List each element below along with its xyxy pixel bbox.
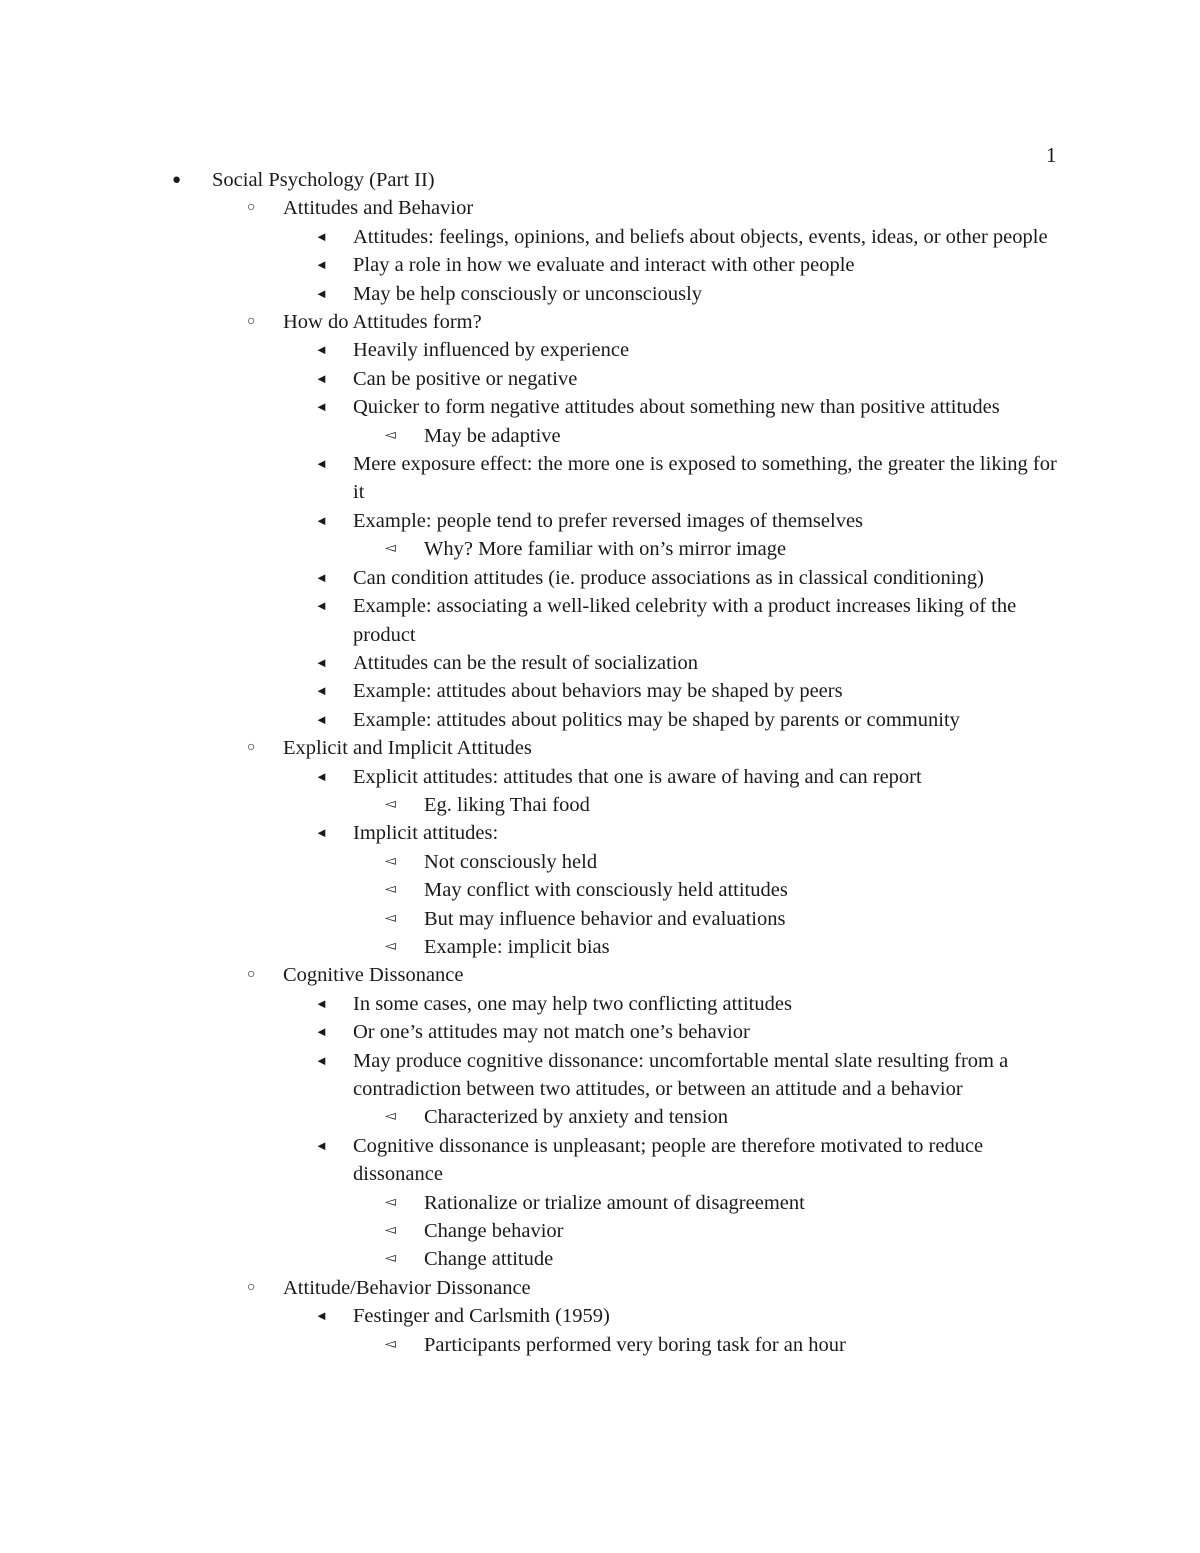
outline-item-level-2 bbox=[0, 961, 1200, 989]
hollow-triangle-bullet-icon: ◅ bbox=[385, 1336, 396, 1352]
outline-item-level-4 bbox=[0, 1245, 1200, 1273]
outline-item-text: Festinger and Carlsmith (1959) bbox=[353, 1305, 610, 1328]
outline-item-level-1 bbox=[0, 166, 1200, 194]
outline-item-text: May be help consciously or unconsciously bbox=[353, 282, 703, 305]
outline-item-level-4 bbox=[0, 1331, 1200, 1359]
outline-item-text: Social Psychology (Part II) bbox=[212, 169, 435, 191]
outline-item-level-2 bbox=[0, 308, 1200, 336]
hollow-triangle-bullet-icon: ◅ bbox=[385, 541, 396, 557]
outline-item-level-3 bbox=[0, 990, 1200, 1018]
filled-triangle-bullet-icon: ◄ bbox=[315, 654, 328, 670]
outline-item-level-3 bbox=[0, 819, 1200, 847]
outline-item-text: May conflict with consciously held attitudes bbox=[424, 879, 788, 902]
outline-item-level-3 bbox=[0, 1018, 1200, 1046]
outline-item-text: Change attitude bbox=[424, 1248, 554, 1271]
hollow-triangle-bullet-icon: ◅ bbox=[385, 882, 396, 898]
filled-triangle-bullet-icon: ◄ bbox=[315, 995, 328, 1011]
hollow-circle-bullet-icon: ○ bbox=[247, 200, 256, 216]
hollow-triangle-bullet-icon: ◅ bbox=[385, 853, 396, 869]
outline-item-level-3 bbox=[0, 1302, 1200, 1330]
outline-item-text: Participants performed very boring task for an hour bbox=[424, 1333, 846, 1356]
outline-item-text: Example: implicit bias bbox=[424, 935, 610, 958]
filled-triangle-bullet-icon: ◄ bbox=[315, 512, 328, 528]
outline-item-level-4 bbox=[0, 422, 1200, 450]
outline-item-text: Can be positive or negative bbox=[353, 367, 578, 390]
filled-triangle-bullet-icon: ◄ bbox=[315, 257, 328, 273]
outline-item-level-3 bbox=[0, 251, 1200, 279]
outline-item-text: Mere exposure effect: the more one is exposed to something, the greater the liking for it bbox=[353, 453, 1057, 504]
outline-item-text: Characterized by anxiety and tension bbox=[424, 1106, 728, 1129]
outline-item-text: How do Attitudes form? bbox=[283, 311, 482, 334]
outline-item-level-3 bbox=[0, 365, 1200, 393]
outline-item-level-2 bbox=[0, 1274, 1200, 1302]
filled-triangle-bullet-icon: ◄ bbox=[315, 768, 328, 784]
outline-item-text: But may influence behavior and evaluations bbox=[424, 907, 786, 930]
outline-item-level-2 bbox=[0, 194, 1200, 222]
outline-item-text: Play a role in how we evaluate and interact with other people bbox=[353, 254, 855, 277]
outline-item-level-3 bbox=[0, 592, 1200, 649]
outline-item-level-4 bbox=[0, 848, 1200, 876]
outline-item-level-4 bbox=[0, 1217, 1200, 1245]
hollow-circle-bullet-icon: ○ bbox=[247, 1279, 256, 1295]
outline-item-level-3 bbox=[0, 450, 1200, 507]
filled-triangle-bullet-icon: ◄ bbox=[315, 598, 328, 614]
outline-item-level-3 bbox=[0, 649, 1200, 677]
filled-triangle-bullet-icon: ◄ bbox=[315, 1024, 328, 1040]
outline-item-text: Attitudes: feelings, opinions, and beliefs about objects, events, ideas, or other people bbox=[353, 225, 1048, 248]
filled-triangle-bullet-icon: ◄ bbox=[315, 1052, 328, 1068]
hollow-triangle-bullet-icon: ◅ bbox=[385, 1251, 396, 1267]
filled-triangle-bullet-icon: ◄ bbox=[315, 370, 328, 386]
filled-triangle-bullet-icon: ◄ bbox=[315, 228, 328, 244]
outline-item-text: Example: attitudes about behaviors may be shaped by peers bbox=[353, 680, 843, 703]
outline-item-level-2 bbox=[0, 734, 1200, 762]
outline-list bbox=[0, 166, 1200, 1359]
outline-item-level-3 bbox=[0, 763, 1200, 791]
outline-item-text: Attitudes can be the result of socialization bbox=[353, 651, 698, 674]
outline-item-text: Attitudes and Behavior bbox=[283, 197, 474, 220]
filled-triangle-bullet-icon: ◄ bbox=[315, 285, 328, 301]
outline-item-text: Cognitive Dissonance bbox=[283, 964, 464, 987]
filled-triangle-bullet-icon: ◄ bbox=[315, 1137, 328, 1153]
outline-item-level-3 bbox=[0, 393, 1200, 421]
outline-item-text: Implicit attitudes: bbox=[353, 822, 499, 845]
outline-item-level-3 bbox=[0, 1047, 1200, 1104]
filled-triangle-bullet-icon: ◄ bbox=[315, 569, 328, 585]
hollow-circle-bullet-icon: ○ bbox=[247, 314, 256, 330]
outline-item-text: Cognitive dissonance is unpleasant; people are therefore motivated to reduce dissonance bbox=[353, 1134, 984, 1186]
outline-item-level-4 bbox=[0, 791, 1200, 819]
outline-item-text: Attitude/Behavior Dissonance bbox=[283, 1276, 531, 1299]
hollow-triangle-bullet-icon: ◅ bbox=[385, 910, 396, 926]
outline-item-level-3 bbox=[0, 1132, 1200, 1189]
hollow-triangle-bullet-icon: ◅ bbox=[385, 938, 396, 954]
outline-item-level-4 bbox=[0, 905, 1200, 933]
hollow-triangle-bullet-icon: ◅ bbox=[385, 1194, 396, 1210]
outline-item-text: Eg. liking Thai food bbox=[424, 793, 590, 816]
hollow-triangle-bullet-icon: ◅ bbox=[385, 1109, 396, 1125]
outline-item-level-4 bbox=[0, 876, 1200, 904]
filled-triangle-bullet-icon: ◄ bbox=[315, 825, 328, 841]
hollow-circle-bullet-icon: ○ bbox=[247, 740, 256, 756]
outline-item-text: May be adaptive bbox=[424, 424, 561, 447]
outline-item-text: Example: people tend to prefer reversed images of themselves bbox=[353, 509, 864, 532]
hollow-triangle-bullet-icon: ◅ bbox=[385, 796, 396, 812]
outline-item-text: Heavily influenced by experience bbox=[353, 339, 630, 362]
filled-triangle-bullet-icon: ◄ bbox=[315, 342, 328, 358]
filled-triangle-bullet-icon: ◄ bbox=[315, 711, 328, 727]
outline-item-text: Explicit and Implicit Attitudes bbox=[283, 737, 532, 760]
outline-item-text: Not consciously held bbox=[424, 850, 598, 873]
filled-triangle-bullet-icon: ◄ bbox=[315, 399, 328, 415]
outline-item-level-3 bbox=[0, 223, 1200, 251]
filled-triangle-bullet-icon: ◄ bbox=[315, 683, 328, 699]
hollow-triangle-bullet-icon: ◅ bbox=[385, 1223, 396, 1239]
outline-item-text: In some cases, one may help two conflicting attitudes bbox=[353, 992, 792, 1015]
outline-item-level-3 bbox=[0, 706, 1200, 734]
hollow-circle-bullet-icon: ○ bbox=[247, 967, 256, 983]
outline-item-level-4 bbox=[0, 1189, 1200, 1217]
page-number: 1 bbox=[1046, 143, 1057, 167]
outline-item-text: May produce cognitive dissonance: uncomfortable mental slate resulting from a contradiction between two attitudes, or between an attitude and a behavior bbox=[353, 1049, 1009, 1100]
filled-circle-bullet-icon: ● bbox=[172, 172, 182, 188]
outline-item-level-3 bbox=[0, 336, 1200, 364]
outline-item-level-4 bbox=[0, 535, 1200, 563]
outline-item-level-3 bbox=[0, 280, 1200, 308]
outline-item-level-4 bbox=[0, 933, 1200, 961]
outline-item-text: Change behavior bbox=[424, 1220, 564, 1243]
outline-item-text: Why? More familiar with on’s mirror image bbox=[424, 538, 787, 561]
outline-item-text: Rationalize or trialize amount of disagreement bbox=[424, 1191, 805, 1214]
hollow-triangle-bullet-icon: ◅ bbox=[385, 427, 396, 443]
filled-triangle-bullet-icon: ◄ bbox=[315, 456, 328, 472]
outline-item-level-3 bbox=[0, 564, 1200, 592]
outline-item-level-3 bbox=[0, 677, 1200, 705]
outline-item-text: Can condition attitudes (ie. produce associations as in classical conditioning) bbox=[353, 566, 984, 589]
outline-item-level-3 bbox=[0, 507, 1200, 535]
filled-triangle-bullet-icon: ◄ bbox=[315, 1308, 328, 1324]
outline-item-level-4 bbox=[0, 1103, 1200, 1131]
outline-item-text: Example: associating a well-liked celebrity with a product increases liking of the product bbox=[353, 595, 1017, 646]
outline-item-text: Or one’s attitudes may not match one’s behavior bbox=[353, 1021, 750, 1044]
outline-item-text: Quicker to form negative attitudes about something new than positive attitudes bbox=[353, 396, 1000, 419]
outline-item-text: Example: attitudes about politics may be shaped by parents or community bbox=[353, 708, 960, 731]
outline-item-text: Explicit attitudes: attitudes that one is aware of having and can report bbox=[353, 765, 922, 788]
